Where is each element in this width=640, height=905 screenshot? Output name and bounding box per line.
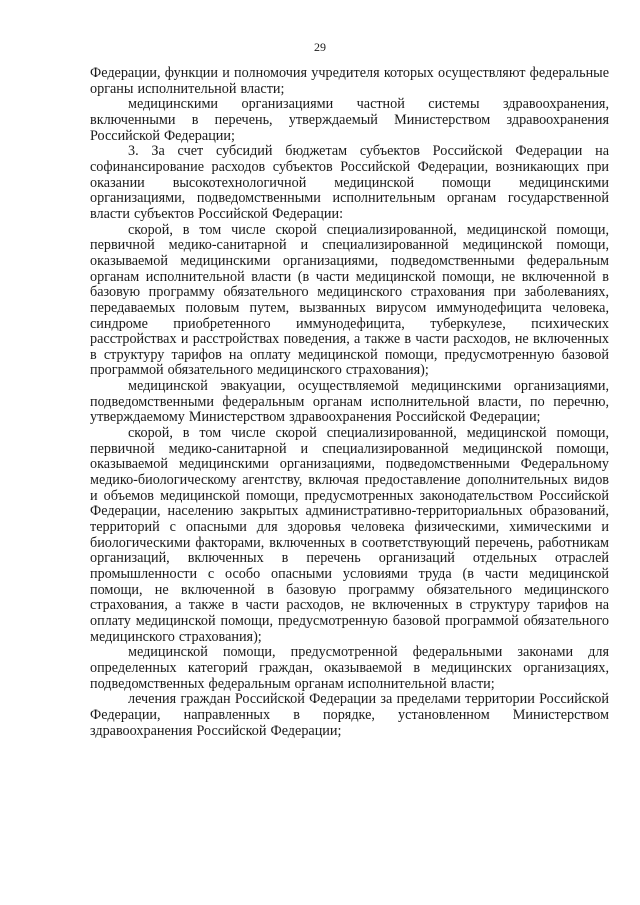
page-number: 29 — [314, 40, 326, 54]
document-body — [90, 66, 609, 739]
paragraph: медицинскими организациями частной системы здравоохранения, включенными в перечень, утверждаемый Министерством здравоохранения Российской Федерации; — [90, 96, 609, 144]
paragraph: медицинской эвакуации, осуществляемой медицинскими организациями, подведомственными федеральным органам исполнительной власти, по перечню, утверждаемому Министерством здравоохранения Российской Федерации; — [90, 378, 609, 426]
paragraph: лечения граждан Российской Федерации за пределами территории Российской Федерации, направленных в порядке, установленном Министерством здравоохранения Российской Федерации; — [90, 691, 609, 739]
paragraph: медицинской помощи, предусмотренной федеральными законами для определенных категорий граждан, оказываемой в медицинских организациях, подведомственных федеральным органам исполнительной власти; — [90, 644, 609, 692]
paragraph: скорой, в том числе скорой специализированной, медицинской помощи, первичной медико-санитарной и специализированной медицинской помощи, оказываемой медицинскими организациями, подведомственными Федеральному медико-биологическому агентству, включая предоставление дополнительных видов и объемов медицинской помощи, предусмотренных законодательством Российской Федерации, населению закрытых административно-территориальных образований, территорий с опасными для здоровья человека физическими, химическими и биологическими факторами, включенных в соответствующий перечень, работникам организаций, включенных в перечень организаций отдельных отраслей промышленности с особо опасными условиями труда (в части медицинской помощи, не включенной в базовую программу обязательного медицинского страхования, а также в части расходов, не включенных в структуру тарифов на оплату медицинской помощи, предусмотренную базовой программой обязательного медицинского страхования); — [90, 425, 609, 645]
paragraph: скорой, в том числе скорой специализированной, медицинской помощи, первичной медико-санитарной и специализированной медицинской помощи, оказываемой медицинскими организациями, подведомственными федеральным органам исполнительной власти (в части медицинской помощи, не включенной в базовую программу обязательного медицинского страхования при заболеваниях, передаваемых половым путем, вызванных вирусом иммунодефицита человека, синдроме приобретенного иммунодефицита, туберкулезе, психических расстройствах и расстройствах поведения, а также в части расходов, не включенных в структуру тарифов на оплату медицинской помощи, предусмотренную базовой программой обязательного медицинского страхования); — [90, 221, 609, 379]
paragraph: 3. За счет субсидий бюджетам субъектов Российской Федерации на софинансирование расходов субъектов Российской Федерации, возникающих при оказании высокотехнологичной медицинской помощи медицинскими организациями, подведомственными исполнительным органам государственной власти субъектов Российской Федерации: — [90, 143, 609, 222]
paragraph: Федерации, функции и полномочия учредителя которых осуществляют федеральные органы исполнительной власти; — [90, 65, 609, 97]
